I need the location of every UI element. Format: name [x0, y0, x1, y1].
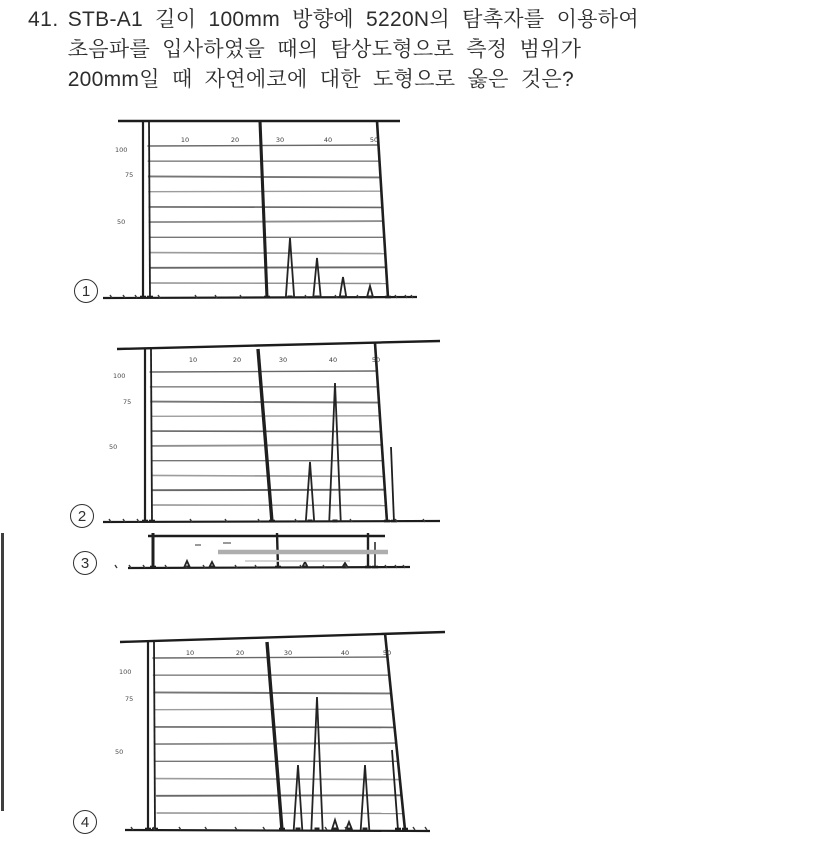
question-line: 200mm일 때 자연에코에 대한 도형으로 옳은 것은?	[67, 68, 574, 91]
x-axis-tick-label: 20	[232, 356, 242, 364]
choice-marker-2: 2	[70, 504, 94, 528]
x-axis-tick-label: 10	[185, 649, 195, 657]
question-text	[68, 5, 639, 95]
x-axis-tick-label: 50	[382, 649, 392, 657]
y-axis-tick-label: 75	[125, 695, 134, 703]
x-axis-tick-label: 40	[323, 136, 333, 144]
y-axis-tick-label: 100	[119, 668, 132, 676]
x-axis-tick-label: 30	[275, 136, 285, 144]
choice-figure-3-ascan	[95, 528, 460, 584]
y-axis-tick-label: 75	[123, 398, 132, 406]
x-axis-tick-label: 20	[235, 649, 245, 657]
y-axis-tick-label: 50	[117, 218, 126, 226]
x-axis-tick-label: 40	[340, 649, 350, 657]
choice-marker-3: 3	[73, 551, 97, 575]
choice-figure-1-ascan	[95, 112, 435, 308]
y-axis-tick-label: 100	[115, 146, 128, 154]
left-margin-rule	[1, 533, 4, 811]
x-axis-tick-label: 20	[230, 136, 240, 144]
y-axis-tick-label: 50	[115, 748, 124, 756]
x-axis-tick-label: 30	[283, 649, 293, 657]
x-axis-tick-label: 50	[369, 136, 379, 144]
y-axis-tick-label: 100	[113, 372, 126, 380]
x-axis-tick-label: 10	[188, 356, 198, 364]
question-number: 41.	[28, 8, 59, 31]
choice-figure-4-ascan	[95, 628, 460, 844]
y-axis-tick-label: 75	[125, 171, 134, 179]
question-block	[28, 5, 814, 95]
x-axis-tick-label: 40	[328, 356, 338, 364]
choice-figure-2-ascan	[95, 335, 460, 535]
y-axis-tick-label: 50	[109, 443, 118, 451]
question-line: STB-A1 길이 100mm 방향에 5220N의 탐촉자를 이용하여	[67, 8, 639, 31]
x-axis-tick-label: 10	[180, 136, 190, 144]
question-line: 초음파를 입사하였을 때의 탐상도형으로 측정 범위가	[67, 38, 582, 61]
choice-marker-1: 1	[74, 279, 98, 303]
x-axis-tick-label: 30	[278, 356, 288, 364]
choice-marker-4: 4	[73, 810, 97, 834]
x-axis-tick-label: 50	[371, 356, 381, 364]
